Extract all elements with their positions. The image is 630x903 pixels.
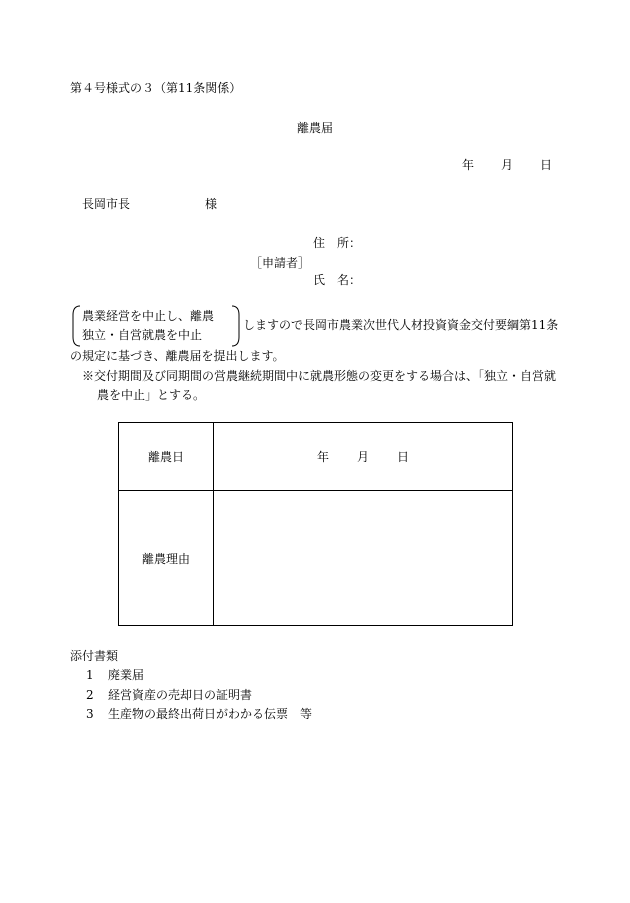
name-label: 氏 名： <box>313 273 362 287</box>
submission-date <box>462 157 552 173</box>
attachments-heading: 添付書類 <box>70 649 119 663</box>
note-text-line2: 農を中止」とする。 <box>97 388 206 402</box>
table-row <box>119 423 513 491</box>
withdrawal-date-label: 離農日 <box>119 423 214 491</box>
body-text-line2: の規定に基づき、離農届を提出します。 <box>70 349 285 363</box>
applicant-label: ［申請者］ <box>250 256 311 270</box>
document-title: 離農届 <box>296 121 333 135</box>
date-month: 月 <box>501 158 514 172</box>
attachment-text: 廃業届 <box>108 668 145 682</box>
withdrawal-table <box>118 422 513 626</box>
date-year: 年 <box>462 158 475 172</box>
addressee-name: 長岡市長 <box>82 197 131 211</box>
withdrawal-reason-field[interactable] <box>214 491 513 626</box>
attachment-number: 2 <box>86 688 94 702</box>
attachment-number: 1 <box>86 668 94 682</box>
withdrawal-month: 月 <box>356 450 369 464</box>
attachment-text: 生産物の最終出荷日がわかる伝票 等 <box>108 707 313 721</box>
date-day: 日 <box>540 158 553 172</box>
attachment-item <box>86 706 312 722</box>
addressee-honorific: 様 <box>205 197 218 211</box>
withdrawal-year: 年 <box>316 450 329 464</box>
attachment-item <box>86 687 252 703</box>
withdrawal-day: 日 <box>397 450 410 464</box>
address-label: 住 所： <box>313 236 362 250</box>
option-stop-independent: 独立・自営就農を中止 <box>82 328 203 342</box>
attachment-item <box>86 667 144 683</box>
table-row <box>119 491 513 626</box>
attachment-number: 3 <box>86 707 94 721</box>
form-number: 第４号様式の３（第11条関係） <box>70 81 242 95</box>
addressee <box>82 196 218 212</box>
withdrawal-reason-label: 離農理由 <box>119 491 214 626</box>
option-quit-farming: 農業経営を中止し、離農 <box>82 309 215 323</box>
attachment-text: 経営資産の売却日の証明書 <box>108 688 253 702</box>
body-text: しますので長岡市農業次世代人材投資資金交付要綱第11条 <box>243 318 559 332</box>
withdrawal-date-field[interactable] <box>214 423 513 491</box>
note-text: ※交付期間及び同期間の営農継続期間中に就農形態の変更をする場合は、「独立・自営就 <box>82 369 557 383</box>
